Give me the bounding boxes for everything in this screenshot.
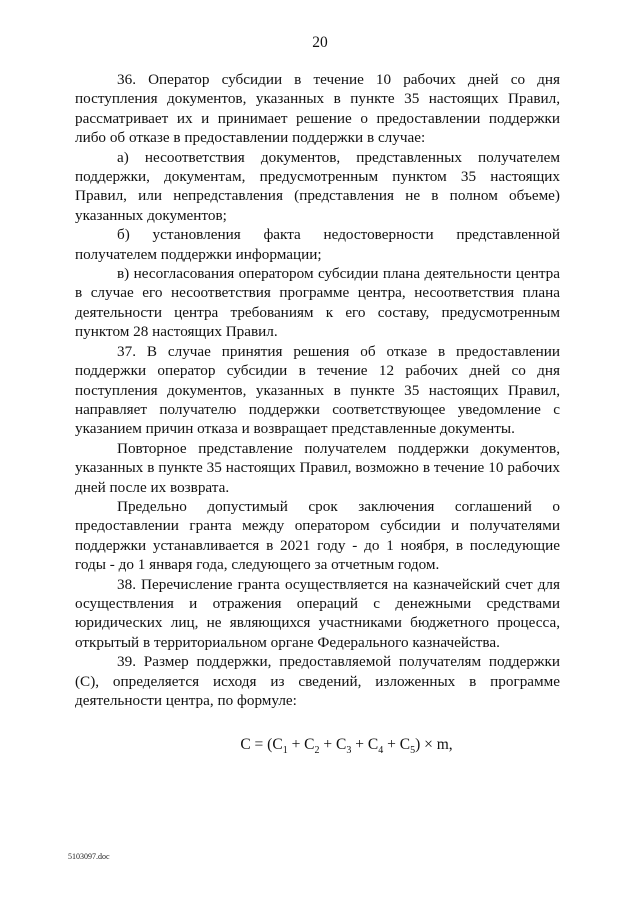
paragraph-38: 38. Перечисление гранта осуществляется на казначейский счет для осуществления и отражения операций с денежными средствами юридических лиц, не являющихся участниками бюджетного процесса, открытый в территориальном органе Федерального казначейства.: [75, 575, 560, 651]
document-code: 5103097.doc: [68, 852, 110, 861]
paragraph-36-a: а) несоответствия документов, представленных получателем поддержки, документам, предусмотренным пунктом 35 настоящих Правил, или непредставления (представления не в полном объеме) указанных документов;: [75, 148, 560, 224]
formula-rhs: ) × m,: [415, 736, 453, 754]
formula-sub-3: 3: [346, 745, 352, 757]
formula-plus-2: + С: [319, 736, 347, 754]
paragraph-36: 36. Оператор субсидии в течение 10 рабочих дней со дня поступления документов, указанных в пункте 35 настоящих Правил, рассматривает их и принимает решение о предоставлении поддержки либо об отказе в предоставлении поддержки в случае:: [75, 71, 560, 147]
paragraph-37-resubmission: Повторное представление получателем поддержки документов, указанных в пункте 35 настоящих Правил, возможно в течение 10 рабочих дней после их возврата.: [75, 439, 560, 496]
formula-sub-5: 5: [410, 745, 416, 757]
formula-lhs: С = (С: [240, 736, 283, 754]
document-body: [75, 70, 560, 757]
paragraph-36-v: в) несогласования оператором субсидии плана деятельности центра в случае его несоответствия программе центра, несоответствия плана деятельности центра требованиям к его составу, предусмотренным пунктом 28 настоящих Правил.: [75, 265, 560, 341]
paragraph-37-deadline: Предельно допустимый срок заключения соглашений о предоставлении гранта между оператором субсидии и получателями поддержки устанавливается в 2021 году - до 1 ноября, в последующие годы - до 1 января года, следующего за отчетным годом.: [75, 497, 560, 574]
formula-plus-3: + С: [351, 736, 379, 754]
support-size-formula: [75, 736, 560, 756]
formula-plus-4: + С: [383, 736, 411, 754]
formula-sub-4: 4: [378, 745, 384, 757]
paragraph-37: 37. В случае принятия решения об отказе в предоставлении поддержки оператор субсидии в течение 12 рабочих дней со дня поступления документов, указанных в пункте 35 настоящих Правил, направляет получателю поддержки соответствующее уведомление с указанием причин отказа и возвращает представленные документы.: [75, 342, 560, 438]
paragraph-39: 39. Размер поддержки, предоставляемой получателям поддержки (С), определяется исходя из сведений, изложенных в программе деятельности центра, по формуле:: [75, 653, 560, 709]
page-number: 20: [312, 34, 328, 51]
paragraph-36-b: б) установления факта недостоверности представленной получателем поддержки информации;: [75, 226, 560, 263]
formula-plus-1: + С: [287, 736, 315, 754]
formula-sub-2: 2: [314, 745, 320, 757]
formula-sub-1: 1: [282, 745, 288, 757]
